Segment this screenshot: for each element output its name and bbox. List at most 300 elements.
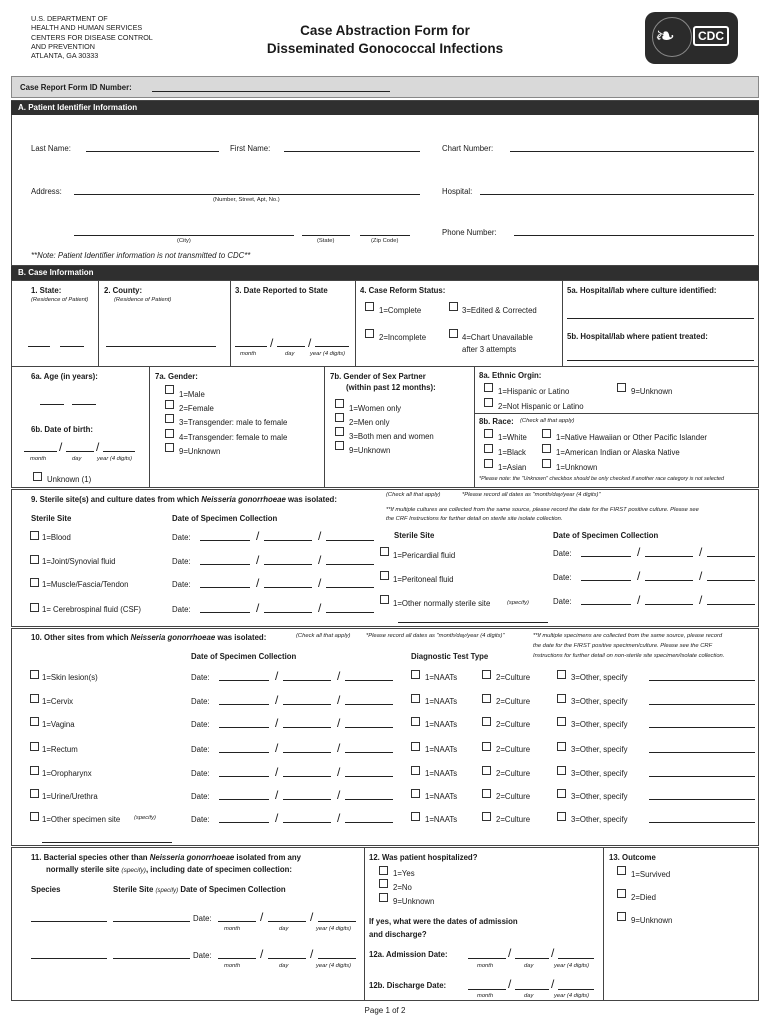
checkbox[interactable]: [30, 789, 39, 798]
date-label: Date:: [172, 533, 191, 542]
checkbox[interactable]: [335, 427, 344, 436]
discharge-year-field[interactable]: [558, 989, 594, 990]
slash: /: [637, 569, 641, 583]
race-unknown-note: *Please note: the "Unknown" checkbox should be only checked if another race category is not selected: [479, 476, 725, 482]
test-other: 3=Other, specify: [571, 769, 628, 778]
age-field[interactable]: [40, 404, 64, 405]
hospitalized-option: 9=Unknown: [393, 897, 435, 906]
checkbox[interactable]: [335, 413, 344, 422]
q9-col-date: Date of Specimen Collection: [172, 514, 278, 523]
slash: /: [256, 601, 260, 615]
divider: [474, 366, 475, 488]
date-year-field[interactable]: [707, 604, 755, 605]
q9-organism: Neisseria gonorrhoeae: [201, 495, 286, 504]
dob-day-field[interactable]: [66, 451, 94, 452]
sterile-site-option: 1=Pericardial fluid: [393, 551, 456, 560]
checkbox[interactable]: [165, 400, 174, 409]
test-naats: 1=NAATs: [425, 720, 458, 729]
date-year-field[interactable]: [345, 727, 393, 728]
checkbox[interactable]: [484, 459, 493, 468]
reported-year-field[interactable]: [315, 346, 349, 347]
q12a-admission-label: 12a. Admission Date:: [369, 950, 448, 959]
checkbox[interactable]: [411, 694, 420, 703]
admission-month-field[interactable]: [468, 958, 506, 959]
specimen-site-option: 1=Skin lesion(s): [42, 673, 98, 682]
race-option: 1=American Indian or Alaska Native: [556, 448, 680, 457]
date-label: Date:: [191, 769, 210, 778]
slash: /: [508, 946, 512, 960]
checkbox[interactable]: [557, 812, 566, 821]
test-culture: 2=Culture: [496, 745, 531, 754]
date-day-field[interactable]: [268, 958, 306, 959]
year-hint: year (4 digits): [554, 963, 590, 969]
date-day-field[interactable]: [645, 580, 693, 581]
q11-line2a: normally sterile site: [46, 865, 122, 874]
other-test-field[interactable]: [649, 680, 755, 681]
other-test-field[interactable]: [649, 752, 755, 753]
outcome-option: 1=Survived: [631, 870, 671, 879]
date-day-field[interactable]: [264, 612, 312, 613]
address-hint: (Number, Street, Apt, No.): [213, 197, 280, 203]
date-month-field[interactable]: [219, 680, 269, 681]
checkbox[interactable]: [379, 866, 388, 875]
form-title: [230, 22, 540, 58]
test-other: 3=Other, specify: [571, 720, 628, 729]
date-day-field[interactable]: [283, 776, 331, 777]
date-month-field[interactable]: [219, 799, 269, 800]
date-month-field[interactable]: [200, 587, 250, 588]
checkbox[interactable]: [30, 555, 39, 564]
date-year-field[interactable]: [318, 958, 356, 959]
checkbox[interactable]: [411, 766, 420, 775]
date-day-field[interactable]: [283, 752, 331, 753]
checkbox[interactable]: [484, 429, 493, 438]
slash: /: [337, 741, 341, 755]
date-label: Date:: [191, 745, 210, 754]
date-day-field[interactable]: [264, 564, 312, 565]
checkbox[interactable]: [482, 812, 491, 821]
slash: /: [318, 576, 322, 590]
date-day-field[interactable]: [283, 727, 331, 728]
checkbox[interactable]: [482, 670, 491, 679]
checkbox[interactable]: [165, 443, 174, 452]
date-month-field[interactable]: [200, 564, 250, 565]
checkbox[interactable]: [449, 329, 458, 338]
q4-option-edited: 3=Edited & Corrected: [462, 306, 537, 315]
date-month-field[interactable]: [200, 540, 250, 541]
county-field[interactable]: [106, 346, 216, 347]
checkbox[interactable]: [365, 329, 374, 338]
date-day-field[interactable]: [264, 540, 312, 541]
checkbox[interactable]: [484, 398, 493, 407]
divider: [364, 847, 365, 1001]
case-report-id-field[interactable]: [152, 91, 390, 92]
partner-option: 2=Men only: [349, 418, 390, 427]
date-month-field[interactable]: [581, 580, 631, 581]
other-test-field[interactable]: [649, 799, 755, 800]
test-naats: 1=NAATs: [425, 792, 458, 801]
phone-label: Phone Number:: [442, 228, 497, 237]
q10-record-note: *Please record all dates as "month/day/year (4 digits)": [366, 633, 505, 639]
ethnic-option: 9=Unknown: [631, 387, 673, 396]
slash: /: [337, 788, 341, 802]
checkbox[interactable]: [617, 912, 626, 921]
city-field[interactable]: [74, 235, 294, 236]
checkbox[interactable]: [365, 302, 374, 311]
slash: /: [256, 553, 260, 567]
q11-specify: (specify): [155, 888, 179, 894]
date-label: Date:: [193, 914, 212, 923]
date-month-field[interactable]: [218, 958, 256, 959]
admission-day-field[interactable]: [515, 958, 549, 959]
age-field-2[interactable]: [72, 404, 96, 405]
date-day-field[interactable]: [645, 604, 693, 605]
checkbox[interactable]: [557, 789, 566, 798]
checkbox[interactable]: [30, 670, 39, 679]
slash: /: [270, 336, 274, 350]
hospitalized-option: 1=Yes: [393, 869, 415, 878]
partner-option: 9=Unknown: [349, 446, 391, 455]
q8a-ethnic-label: 8a. Ethnic Orgin:: [479, 371, 542, 380]
sterile-site-option: 1=Blood: [42, 533, 71, 542]
divider: [562, 280, 563, 366]
date-label: Date:: [191, 673, 210, 682]
date-month-field[interactable]: [219, 752, 269, 753]
q5b-field[interactable]: [567, 360, 754, 361]
date-label: Date:: [191, 697, 210, 706]
q12-title: 12. Was patient hospitalized?: [369, 853, 478, 862]
dob-year-field[interactable]: [103, 451, 135, 452]
other-test-field[interactable]: [649, 776, 755, 777]
state-code-field-2[interactable]: [60, 346, 84, 347]
checkbox[interactable]: [411, 789, 420, 798]
checkbox[interactable]: [557, 766, 566, 775]
checkbox[interactable]: [165, 414, 174, 423]
slash: /: [337, 765, 341, 779]
agency-line: HEALTH AND HUMAN SERVICES: [31, 23, 143, 33]
divider: [324, 366, 325, 488]
q4-option-incomplete: 2=Incomplete: [379, 333, 427, 342]
checkbox[interactable]: [411, 670, 420, 679]
section-a-header: A. Patient Identifier Information: [11, 101, 759, 115]
checkbox[interactable]: [411, 742, 420, 751]
year-hint: year (4 digits): [316, 926, 352, 932]
state-field[interactable]: [302, 235, 350, 236]
q9-title-start: 9. Sterile site(s) and culture dates from which: [31, 495, 202, 504]
sterile-site-option: 1= Cerebrospinal fluid (CSF): [42, 605, 142, 614]
hospital-field[interactable]: [480, 194, 754, 195]
city-hint: (City): [177, 238, 191, 244]
q8b-hint: (Check all that apply): [520, 418, 575, 424]
q4-option-complete: 1=Complete: [379, 306, 422, 315]
date-day-field[interactable]: [283, 680, 331, 681]
date-month-field[interactable]: [218, 921, 256, 922]
slash: /: [260, 947, 264, 961]
slash: /: [637, 545, 641, 559]
slash: /: [256, 576, 260, 590]
checkbox[interactable]: [30, 531, 39, 540]
date-year-field[interactable]: [318, 921, 356, 922]
checkbox[interactable]: [542, 459, 551, 468]
date-year-field[interactable]: [326, 564, 374, 565]
q10-specify: (specify): [134, 815, 156, 821]
date-label: Date:: [553, 597, 572, 606]
month-hint: month: [224, 963, 241, 969]
year-hint: year (4 digits): [310, 351, 346, 357]
day-hint: day: [72, 456, 82, 462]
date-month-field[interactable]: [581, 556, 631, 557]
checkbox[interactable]: [617, 889, 626, 898]
date-month-field[interactable]: [581, 604, 631, 605]
discharge-day-field[interactable]: [515, 989, 549, 990]
date-month-field[interactable]: [219, 704, 269, 705]
admission-year-field[interactable]: [558, 958, 594, 959]
slash: /: [508, 977, 512, 991]
ethnic-option: 1=Hispanic or Latino: [498, 387, 570, 396]
q3-date-reported-label: 3. Date Reported to State: [235, 286, 328, 295]
date-day-field[interactable]: [264, 587, 312, 588]
q10-multiple-note: **If multiple specimens are collected from the same source, please record: [533, 633, 723, 639]
q11-col-sterile-text: Sterile Site: [113, 885, 154, 894]
agency-line: CENTERS FOR DISEASE CONTROL: [31, 32, 153, 42]
race-option: 1=Native Hawaiian or Other Pacific Islander: [556, 433, 708, 442]
checkbox[interactable]: [30, 578, 39, 587]
checkbox[interactable]: [482, 766, 491, 775]
checkbox[interactable]: [617, 383, 626, 392]
divider: [603, 847, 604, 1001]
q4-after-attempts: after 3 attempts: [462, 345, 517, 354]
checkbox[interactable]: [30, 717, 39, 726]
test-culture: 2=Culture: [496, 815, 531, 824]
race-option: 1=White: [498, 433, 527, 442]
q10-title-start: 10. Other sites from which: [31, 633, 131, 642]
address-label: Address:: [31, 187, 62, 196]
checkbox[interactable]: [449, 302, 458, 311]
checkbox[interactable]: [335, 399, 344, 408]
phone-field[interactable]: [514, 235, 754, 236]
sterile-site-field[interactable]: [113, 958, 190, 959]
outcome-option: 2=Died: [631, 893, 656, 902]
checkbox[interactable]: [542, 444, 551, 453]
checkbox[interactable]: [617, 866, 626, 875]
checkbox[interactable]: [557, 670, 566, 679]
zip-field[interactable]: [360, 235, 410, 236]
slash: /: [275, 788, 279, 802]
checkbox[interactable]: [380, 547, 389, 556]
agency-line: U.S. DEPARTMENT OF: [31, 14, 108, 23]
checkbox[interactable]: [30, 603, 39, 612]
chart-number-field[interactable]: [510, 151, 754, 152]
q9-title: [31, 495, 337, 504]
date-month-field[interactable]: [200, 612, 250, 613]
other-specimen-site-field[interactable]: [42, 842, 172, 843]
date-year-field[interactable]: [345, 799, 393, 800]
test-other: 3=Other, specify: [571, 815, 628, 824]
q10-title: [31, 633, 266, 642]
checkbox[interactable]: [165, 385, 174, 394]
gender-option: 1=Male: [179, 390, 205, 399]
date-year-field[interactable]: [707, 580, 755, 581]
date-year-field[interactable]: [326, 540, 374, 541]
checkbox[interactable]: [379, 879, 388, 888]
reported-month-field[interactable]: [235, 346, 267, 347]
test-culture: 2=Culture: [496, 673, 531, 682]
address-field[interactable]: [74, 194, 420, 195]
date-label: Date:: [191, 720, 210, 729]
slash: /: [96, 440, 100, 454]
date-year-field[interactable]: [345, 752, 393, 753]
species-field[interactable]: [31, 921, 107, 922]
test-other: 3=Other, specify: [571, 697, 628, 706]
slash: /: [337, 716, 341, 730]
agency-line: AND PREVENTION: [31, 41, 95, 51]
q6a-age-label: 6a. Age (in years):: [31, 372, 98, 381]
q11-line2b: (specify): [121, 867, 146, 874]
specimen-site-option: 1=Oropharynx: [42, 769, 92, 778]
q11-title: [31, 853, 301, 862]
q10-multiple-note-2: the date for the FIRST positive specimen/culture. Please see the CRF: [533, 643, 713, 649]
slash: /: [59, 440, 63, 454]
cdc-logo-text: CDC: [693, 26, 729, 46]
state-code-field[interactable]: [28, 346, 50, 347]
checkbox[interactable]: [482, 789, 491, 798]
q10-col-test: Diagnostic Test Type: [411, 652, 489, 661]
q1-hint: (Residence of Patient): [31, 297, 89, 303]
q5a-label: 5a. Hospital/lab where culture identified:: [567, 286, 717, 295]
date-label: Date:: [172, 557, 191, 566]
q5a-field[interactable]: [567, 318, 754, 319]
checkbox[interactable]: [411, 717, 420, 726]
checkbox[interactable]: [379, 893, 388, 902]
slash: /: [275, 716, 279, 730]
q9-multiple-note: **If multiple cultures are collected from the same source, please record the date for the FIRST positive culture. Please see: [386, 507, 699, 513]
checkbox[interactable]: [33, 472, 42, 481]
last-name-label: Last Name:: [31, 144, 71, 153]
other-test-field[interactable]: [649, 704, 755, 705]
checkbox[interactable]: [484, 383, 493, 392]
checkbox[interactable]: [482, 742, 491, 751]
section-b-row-divider: [11, 366, 759, 367]
date-year-field[interactable]: [345, 822, 393, 823]
q9-col-site-right: Sterile Site: [394, 531, 435, 540]
q7b-partner-label: 7b. Gender of Sex Partner: [330, 372, 426, 381]
slash: /: [318, 529, 322, 543]
date-day-field[interactable]: [283, 822, 331, 823]
checkbox[interactable]: [380, 571, 389, 580]
date-month-field[interactable]: [219, 776, 269, 777]
form-title-line2: Disseminated Gonococcal Infections: [266, 41, 504, 56]
checkbox[interactable]: [30, 812, 39, 821]
date-year-field[interactable]: [326, 612, 374, 613]
month-hint: month: [240, 351, 257, 357]
checkbox[interactable]: [557, 717, 566, 726]
form-title-line1: Case Abstraction Form for: [300, 23, 470, 38]
checkbox[interactable]: [411, 812, 420, 821]
slash: /: [310, 910, 314, 924]
date-label: Date:: [191, 815, 210, 824]
date-month-field[interactable]: [219, 822, 269, 823]
test-naats: 1=NAATs: [425, 815, 458, 824]
other-test-field[interactable]: [649, 727, 755, 728]
checkbox[interactable]: [30, 694, 39, 703]
dob-month-field[interactable]: [24, 451, 57, 452]
year-hint: year (4 digits): [554, 993, 590, 999]
checkbox[interactable]: [165, 429, 174, 438]
q9-record-note: *Please record all dates as "month/day/year (4 digits)": [462, 492, 601, 498]
date-year-field[interactable]: [707, 556, 755, 557]
date-day-field[interactable]: [645, 556, 693, 557]
slash: /: [551, 977, 555, 991]
specimen-site-option: 1=Other specimen site: [42, 815, 121, 824]
first-name-field[interactable]: [284, 151, 420, 152]
checkbox[interactable]: [484, 444, 493, 453]
date-year-field[interactable]: [345, 680, 393, 681]
q10-frame: [11, 628, 759, 846]
date-day-field[interactable]: [283, 799, 331, 800]
checkbox[interactable]: [482, 694, 491, 703]
slash: /: [260, 910, 264, 924]
test-naats: 1=NAATs: [425, 769, 458, 778]
checkbox[interactable]: [380, 595, 389, 604]
date-year-field[interactable]: [345, 776, 393, 777]
date-label: Date:: [193, 951, 212, 960]
state-hint: (State): [317, 238, 335, 244]
month-hint: month: [30, 456, 47, 462]
q11-col-date: Date of Specimen Collection: [180, 885, 286, 894]
reported-day-field[interactable]: [277, 346, 305, 347]
checkbox[interactable]: [557, 694, 566, 703]
discharge-month-field[interactable]: [468, 989, 506, 990]
date-day-field[interactable]: [283, 704, 331, 705]
zip-hint: (Zip Code): [371, 238, 399, 244]
checkbox[interactable]: [557, 742, 566, 751]
agency-line: ATLANTA, GA 30333: [31, 51, 99, 61]
checkbox[interactable]: [335, 441, 344, 450]
first-name-label: First Name:: [230, 144, 271, 153]
sterile-site-option: 1=Other normally sterile site: [393, 599, 491, 608]
checkbox[interactable]: [30, 766, 39, 775]
species-field[interactable]: [31, 958, 107, 959]
agency-block: [31, 14, 153, 60]
day-hint: day: [524, 993, 534, 999]
checkbox[interactable]: [542, 429, 551, 438]
specimen-site-option: 1=Urine/Urethra: [42, 792, 98, 801]
month-hint: month: [224, 926, 241, 932]
cdc-logo: [645, 12, 738, 64]
date-label: Date:: [172, 605, 191, 614]
other-sterile-site-field[interactable]: [398, 622, 548, 623]
other-test-field[interactable]: [649, 822, 755, 823]
slash: /: [275, 741, 279, 755]
date-year-field[interactable]: [345, 704, 393, 705]
day-hint: day: [279, 963, 289, 969]
q4-status-label: 4. Case Reform Status:: [360, 286, 446, 295]
hhs-eagle-icon: ❧: [655, 23, 676, 50]
date-year-field[interactable]: [326, 587, 374, 588]
date-day-field[interactable]: [268, 921, 306, 922]
checkbox[interactable]: [30, 742, 39, 751]
slash: /: [275, 669, 279, 683]
q13-title: 13. Outcome: [609, 853, 656, 862]
slash: /: [551, 946, 555, 960]
test-naats: 1=NAATs: [425, 745, 458, 754]
last-name-field[interactable]: [86, 151, 219, 152]
date-month-field[interactable]: [219, 727, 269, 728]
sterile-site-option: 1=Muscle/Fascia/Tendon: [42, 580, 129, 589]
month-hint: month: [477, 963, 494, 969]
sterile-site-field[interactable]: [113, 921, 190, 922]
checkbox[interactable]: [482, 717, 491, 726]
